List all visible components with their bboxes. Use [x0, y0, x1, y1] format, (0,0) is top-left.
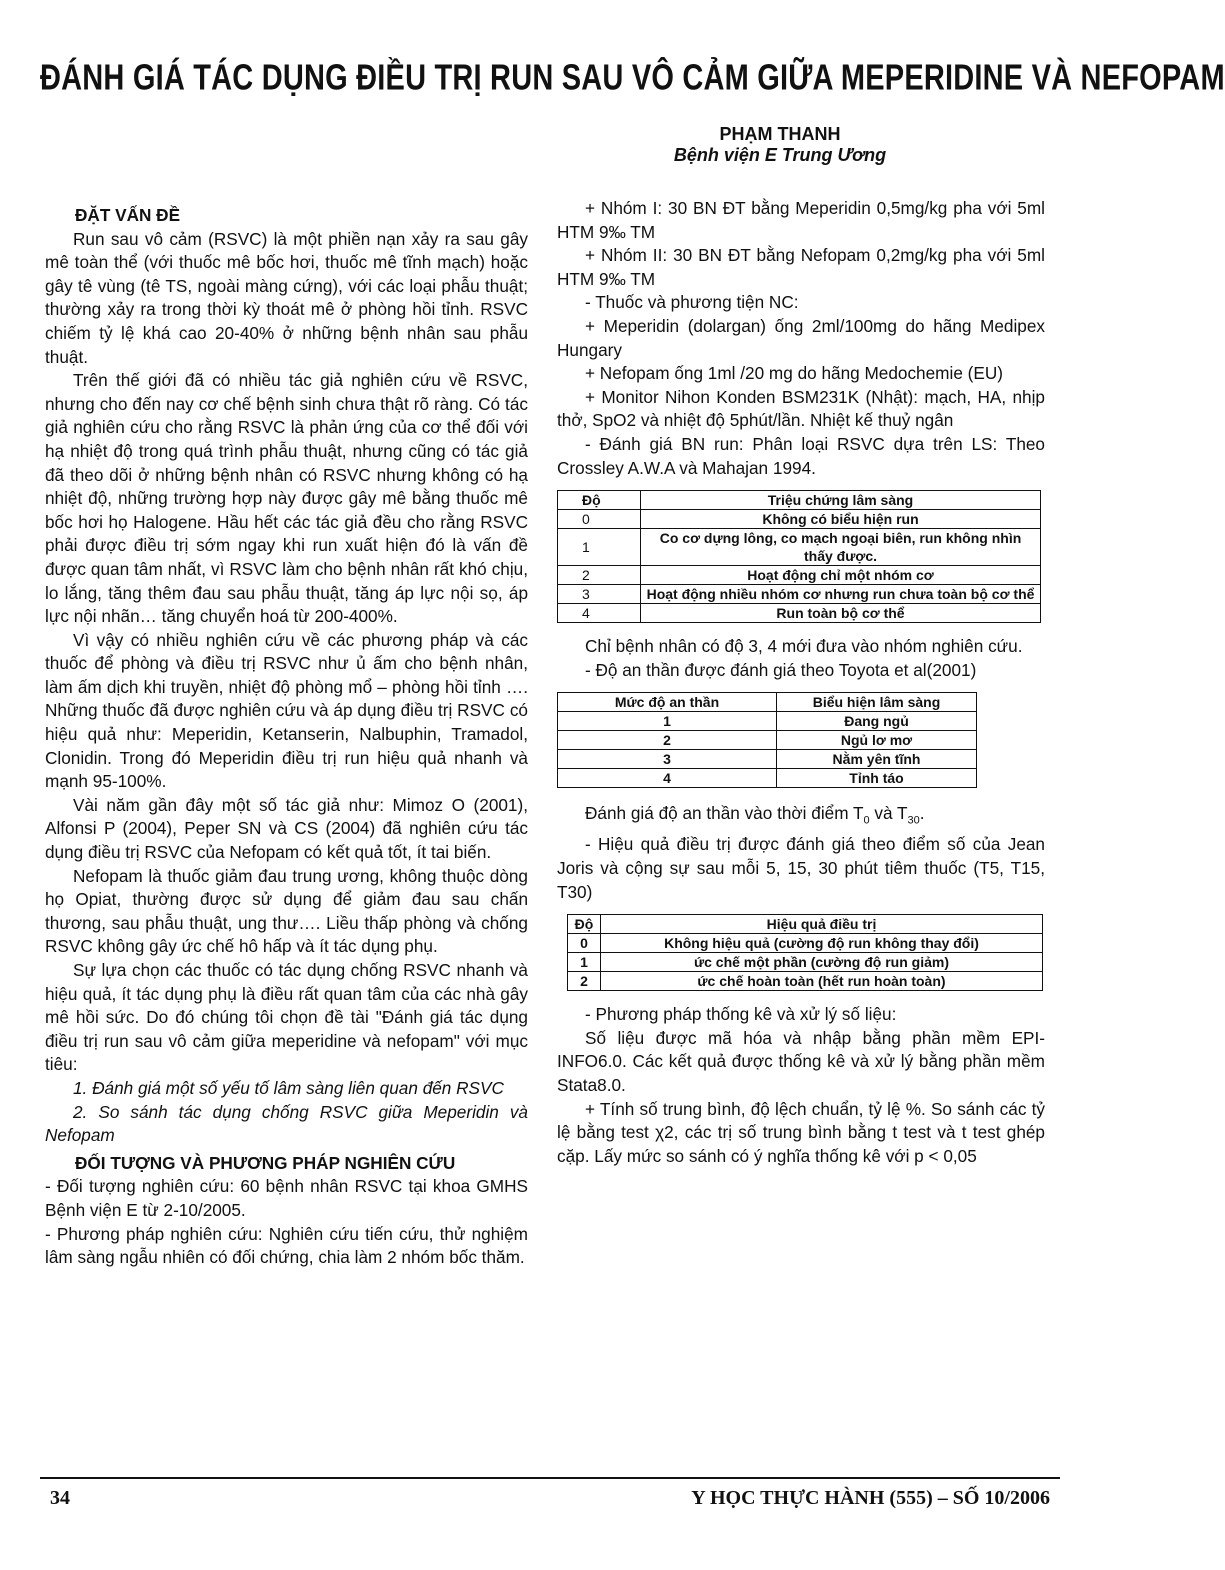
paragraph: Số liệu được mã hóa và nhập bằng phần mềm EPI-INFO6.0. Các kết quả được thống kê và xử lý bằng phần mềm Stata8.0. [557, 1027, 1045, 1095]
table-cell: 3 [558, 750, 777, 769]
paragraph [557, 802, 1045, 833]
table-row [558, 585, 1041, 604]
table-cell: 2 [558, 731, 777, 750]
right-column [557, 197, 1045, 1168]
left-column [45, 204, 528, 1270]
sedation-table [557, 692, 977, 788]
table-header-cell: Mức độ an thần [558, 693, 777, 712]
table-cell: 1 [558, 529, 641, 566]
paragraph: + Monitor Nihon Konden BSM231K (Nhật): mạch, HA, nhịp thở, SpO2 và nhiệt độ 5phút/lần. Nhiệt kế thuỷ ngân [557, 386, 1045, 431]
table-cell: 4 [558, 604, 641, 623]
page-number: 34 [50, 1487, 70, 1509]
paragraph: - Hiệu quả điều trị được đánh giá theo điểm số của Jean Joris và cộng sự sau mỗi 5, 15, 30 phút tiêm thuốc (T5, T15, T30) [557, 834, 1045, 902]
table-cell: Co cơ dựng lông, co mạch ngoại biên, run không nhìn thấy được. [641, 529, 1041, 566]
paragraph: - Phương pháp nghiên cứu: Nghiên cứu tiến cứu, thử nghiệm lâm sàng ngẫu nhiên có đối chứng, chia làm 2 nhóm bốc thăm. [45, 1223, 528, 1268]
table-header-row [558, 693, 977, 712]
author-name: PHẠM THANH [719, 124, 841, 144]
author-institution: Bệnh viện E Trung Ương [673, 145, 887, 165]
table-cell: 0 [558, 510, 641, 529]
table-header-cell: Độ [558, 491, 641, 510]
paragraph: + Nefopam ống 1ml /20 mg do hãng Medochemie (EU) [585, 363, 1003, 384]
table-header-cell: Triệu chứng lâm sàng [641, 491, 1041, 510]
table-header-row [568, 915, 1043, 934]
table-cell: 2 [558, 566, 641, 585]
table-cell: Hoạt động nhiều nhóm cơ nhưng run chưa toàn bộ cơ thể [641, 585, 1041, 604]
journal-footer: Y HỌC THỰC HÀNH (555) – SỐ 10/2006 [691, 1487, 1050, 1509]
section-heading-methods: ĐỐI TƯỢNG VÀ PHƯƠNG PHÁP NGHIÊN CỨU [75, 1152, 456, 1173]
paragraph: Sự lựa chọn các thuốc có tác dụng chống RSVC nhanh và hiệu quả, ít tác dụng phụ là điều rất quan tâm của các nhà gây mê hồi sức. Do đó chúng tôi chọn đề tài "Đánh giá tác dụng điều trị run sau vô cảm giữa meperidine và nefopam" với mục tiêu: [45, 960, 528, 1075]
page-title: ĐÁNH GIÁ TÁC DỤNG ĐIỀU TRỊ RUN SAU VÔ CẢM GIỮA MEPERIDINE VÀ NEFOPAM [40, 58, 1225, 98]
table-row [568, 972, 1043, 991]
paragraph: - Đánh giá BN run: Phân loại RSVC dựa trên LS: Theo Crossley A.W.A và Mahajan 1994. [557, 433, 1045, 478]
text-span: Đánh giá độ an thần vào thời điểm T [585, 803, 864, 824]
table-cell: Ngủ lơ mơ [777, 731, 977, 750]
table-row [558, 510, 1041, 529]
paragraph: Run sau vô cảm (RSVC) là một phiền nạn xảy ra sau gây mê toàn thể (với thuốc mê bốc hơi, thuốc mê tĩnh mạch) hoặc gây tê vùng (tê TS, ngoài màng cứng), với các loại phẫu thuật; thường xảy ra trong thời kỳ thoát mê ở phòng hồi tỉnh. RSVC chiếm tỷ lệ khá cao 20-40% ở những bệnh nhân sau phẫu thuật. [45, 228, 528, 367]
section-heading-intro: ĐẶT VẤN ĐỀ [75, 205, 181, 225]
paragraph: Chỉ bệnh nhân có độ 3, 4 mới đưa vào nhóm nghiên cứu. [585, 636, 1023, 657]
text-span: và T [869, 803, 908, 824]
table-cell: Tỉnh táo [777, 769, 977, 788]
author-block [560, 124, 1000, 166]
table-row [558, 566, 1041, 585]
table-cell: 4 [558, 769, 777, 788]
subscript: 0 [863, 814, 870, 827]
treatment-effect-table [567, 914, 1043, 991]
paragraph: + Nhóm II: 30 BN ĐT bằng Nefopam 0,2mg/kg pha với 5ml HTM 9‰ TM [557, 245, 1045, 289]
shivering-grade-table [557, 490, 1041, 623]
paragraph: - Đối tượng nghiên cứu: 60 bệnh nhân RSVC tại khoa GMHS Bệnh viện E từ 2-10/2005. [45, 1176, 528, 1220]
table-cell: ức chế hoàn toàn (hết run hoàn toàn) [601, 972, 1043, 991]
table-cell: Không hiệu quả (cường độ run không thay đổi) [601, 934, 1043, 953]
table-cell: Hoạt động chỉ một nhóm cơ [641, 566, 1041, 585]
table-row [558, 769, 977, 788]
paragraph: - Độ an thần được đánh giá theo Toyota et al(2001) [585, 659, 977, 680]
paragraph: + Nhóm I: 30 BN ĐT bằng Meperidin 0,5mg/kg pha với 5ml HTM 9‰ TM [557, 198, 1045, 242]
table-header-cell: Hiệu quả điều trị [601, 915, 1043, 934]
table-row [568, 934, 1043, 953]
paragraph: Trên thế giới đã có nhiều tác giả nghiên cứu về RSVC, nhưng cho đến nay cơ chế bệnh sinh chưa thật rõ ràng. Có tác giả nghiên cứu cho rằng RSVC là phản ứng của cơ thể đối với hạ nhiệt độ trong quá trình phẫu thuật, nhưng cũng có tác giả đã theo dõi ở những bệnh nhân có RSVC nhưng không có hạ nhiệt độ, những trường hợp này được gây mê bằng thuốc mê bốc hơi họ Halogene. Hầu hết các tác giả đều cho rằng RSVC phải được điều trị sớm ngay khi run xuất hiện đó là vấn đề được quan tâm nhất, vì RSVC làm cho bệnh nhân rất khó chịu, lo lắng, tăng thêm đau sau phẫu thuật, tăng áp lực nội sọ, áp lực nội nhãn… tăng chuyển hoá từ 200-400%. [45, 370, 528, 627]
table-cell: 2 [568, 972, 601, 991]
paragraph: Vì vậy có nhiều nghiên cứu về các phương pháp và các thuốc để phòng và điều trị RSVC như ủ ấm cho bệnh nhân, làm ấm dịch khi truyền, nhiệt độ phòng mổ – phòng hồi tỉnh …. Những thuốc đã được nghiên cứu và áp dụng điều trị RSVC có hiệu quả như: Meperidin, Ketanserin, Nalbuphin, Tramadol, Clonidin. Trong đó Meperidin điều trị run hiệu quả nhanh và mạnh 95-100%. [45, 629, 528, 792]
table-row [558, 529, 1041, 566]
table-row [568, 953, 1043, 972]
table-cell: 0 [568, 934, 601, 953]
footer-divider [40, 1477, 1060, 1479]
table-cell: 1 [558, 712, 777, 731]
objective-1: 1. Đánh giá một số yếu tố lâm sàng liên quan đến RSVC [73, 1077, 504, 1098]
table-header-cell: Biểu hiện lâm sàng [777, 693, 977, 712]
paragraph: Nefopam là thuốc giảm đau trung ương, không thuộc dòng họ Opiat, thường được sử dụng để giảm đau sau chấn thương, sau phẫu thuật, ung thư…. Liều thấp phòng và chống RSVC không gây ức chế hô hấp và ít tác dụng phụ. [45, 865, 528, 957]
paragraph: + Meperidin (dolargan) ống 2ml/100mg do hãng Medipex Hungary [557, 315, 1045, 360]
table-row [558, 712, 977, 731]
table-header-cell: Độ [568, 915, 601, 934]
table-cell: Không có biểu hiện run [641, 510, 1041, 529]
objective-2: 2. So sánh tác dụng chống RSVC giữa Meperidin và Nefopam [45, 1101, 528, 1146]
table-row [558, 731, 977, 750]
paragraph: Vài năm gần đây một số tác giả như: Mimoz O (2001), Alfonsi P (2004), Peper SN và CS (2004) đã nghiên cứu tác dụng điều trị RSVC của Nefopam có kết quả tốt, ít tai biến. [45, 794, 528, 863]
table-cell: Đang ngủ [777, 712, 977, 731]
table-cell: ức chế một phần (cường độ run giảm) [601, 953, 1043, 972]
paragraph: + Tính số trung bình, độ lệch chuẩn, tỷ lệ %. So sánh các tỷ lệ bằng test χ2, các trị số trung bình bằng t test và t test ghép cặp. Lấy mức so sánh có ý nghĩa thống kê với p < 0,05 [557, 1098, 1045, 1166]
table-row [558, 750, 977, 769]
table-header-row [558, 491, 1041, 510]
table-row [558, 604, 1041, 623]
table-cell: 3 [558, 585, 641, 604]
table-cell: Nằm yên tĩnh [777, 750, 977, 769]
subscript: 30 [907, 814, 920, 827]
paragraph: - Thuốc và phương tiện NC: [585, 292, 799, 313]
text-span: . [919, 803, 925, 824]
table-cell: 1 [568, 953, 601, 972]
paragraph: - Phương pháp thống kê và xử lý số liệu: [585, 1004, 897, 1025]
table-cell: Run toàn bộ cơ thể [641, 604, 1041, 623]
